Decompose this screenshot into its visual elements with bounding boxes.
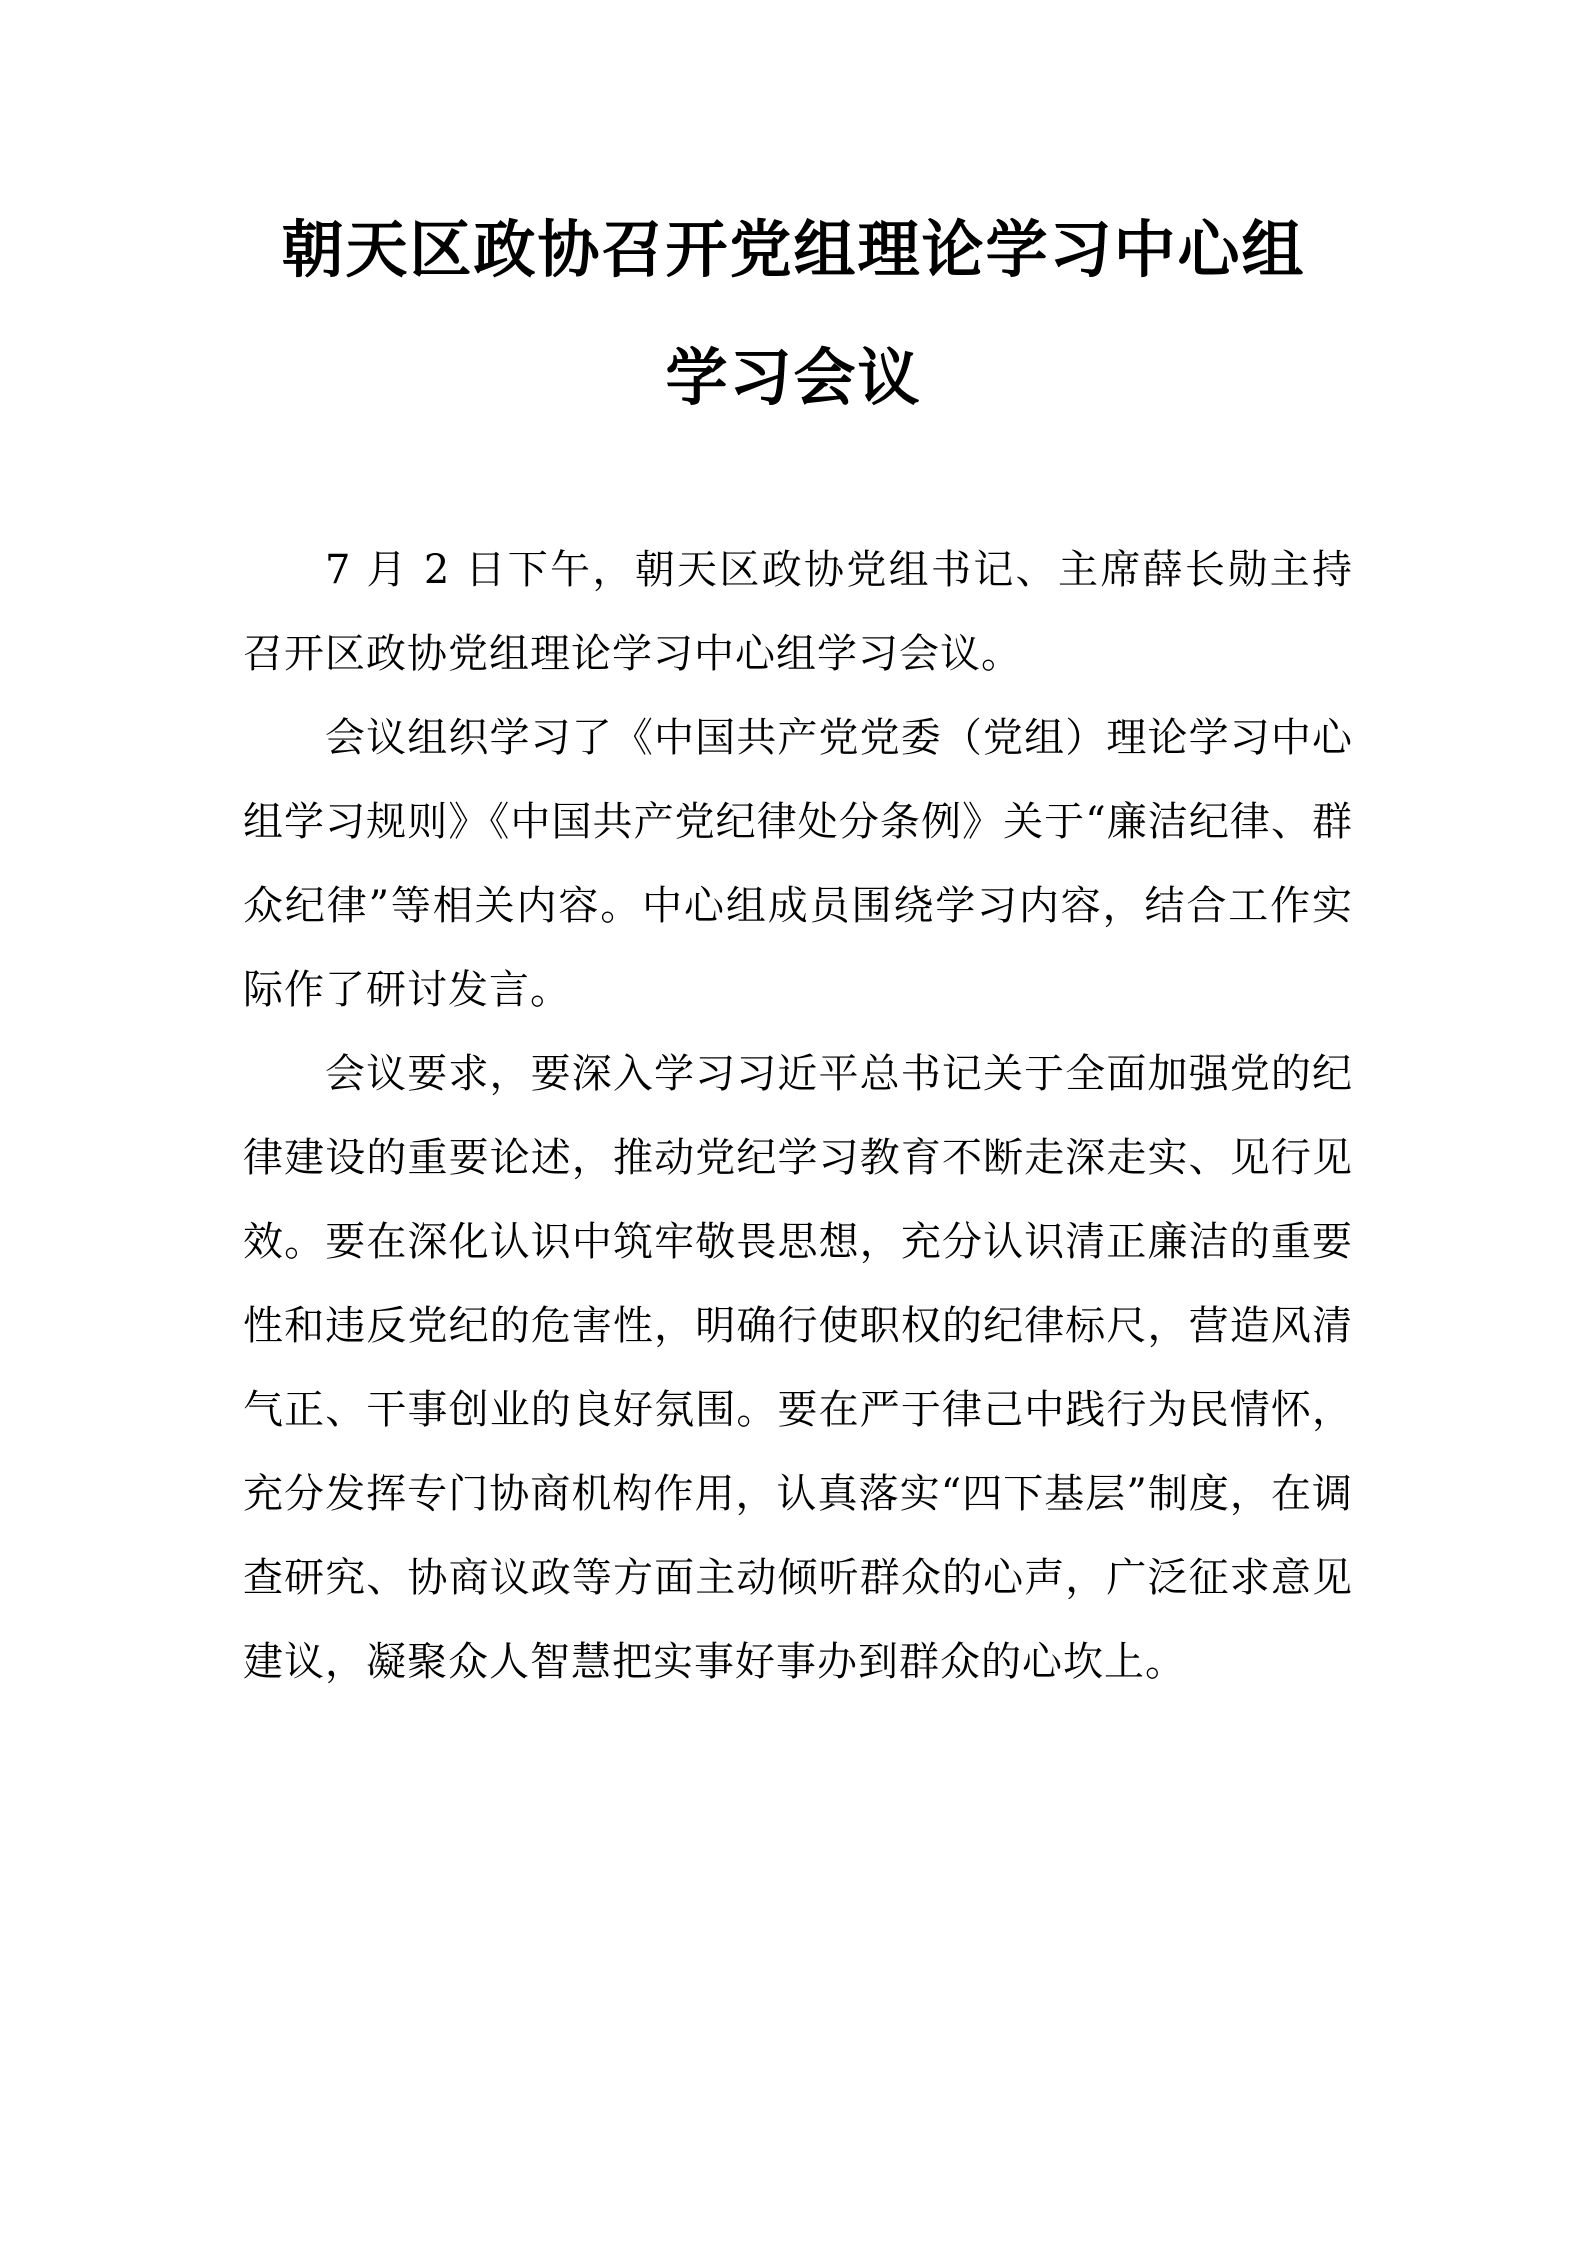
paragraph-3: 会议要求，要深入学习习近平总书记关于全面加强党的纪律建设的重要论述，推动党纪学习教育不断走深走实、见行见效。要在深化认识中筑牢敬畏思想，充分认识清正廉洁的重要性和违反党纪的危害性，明确行使职权的纪律标尺，营造风清气正、干事创业的良好氛围。要在严于律己中践行为民情怀，充分发挥专门协商机构作用，认真落实“四下基层”制度，在调查研究、协商议政等方面主动倾听群众的心声，广泛征求意见建议，凝聚众人智慧把实事好事办到群众的心坎上。 [243, 1051, 1353, 1685]
paragraph-1: 7 月 2 日下午，朝天区政协党组书记、主席薛长勋主持召开区政协党组理论学习中心组学习会议。 [243, 547, 1353, 677]
document-title-line-2: 学习会议 [665, 341, 922, 414]
paragraph-2: 会议组织学习了《中国共产党党委（党组）理论学习中心组学习规则》《中国共产党纪律处分条例》关于“廉洁纪律、群众纪律”等相关内容。中心组成员围绕学习内容，结合工作实际作了研讨发言。 [243, 715, 1353, 1013]
document-title-line-1: 朝天区政协召开党组理论学习中心组 [281, 213, 1306, 286]
document-body [243, 528, 1353, 1704]
